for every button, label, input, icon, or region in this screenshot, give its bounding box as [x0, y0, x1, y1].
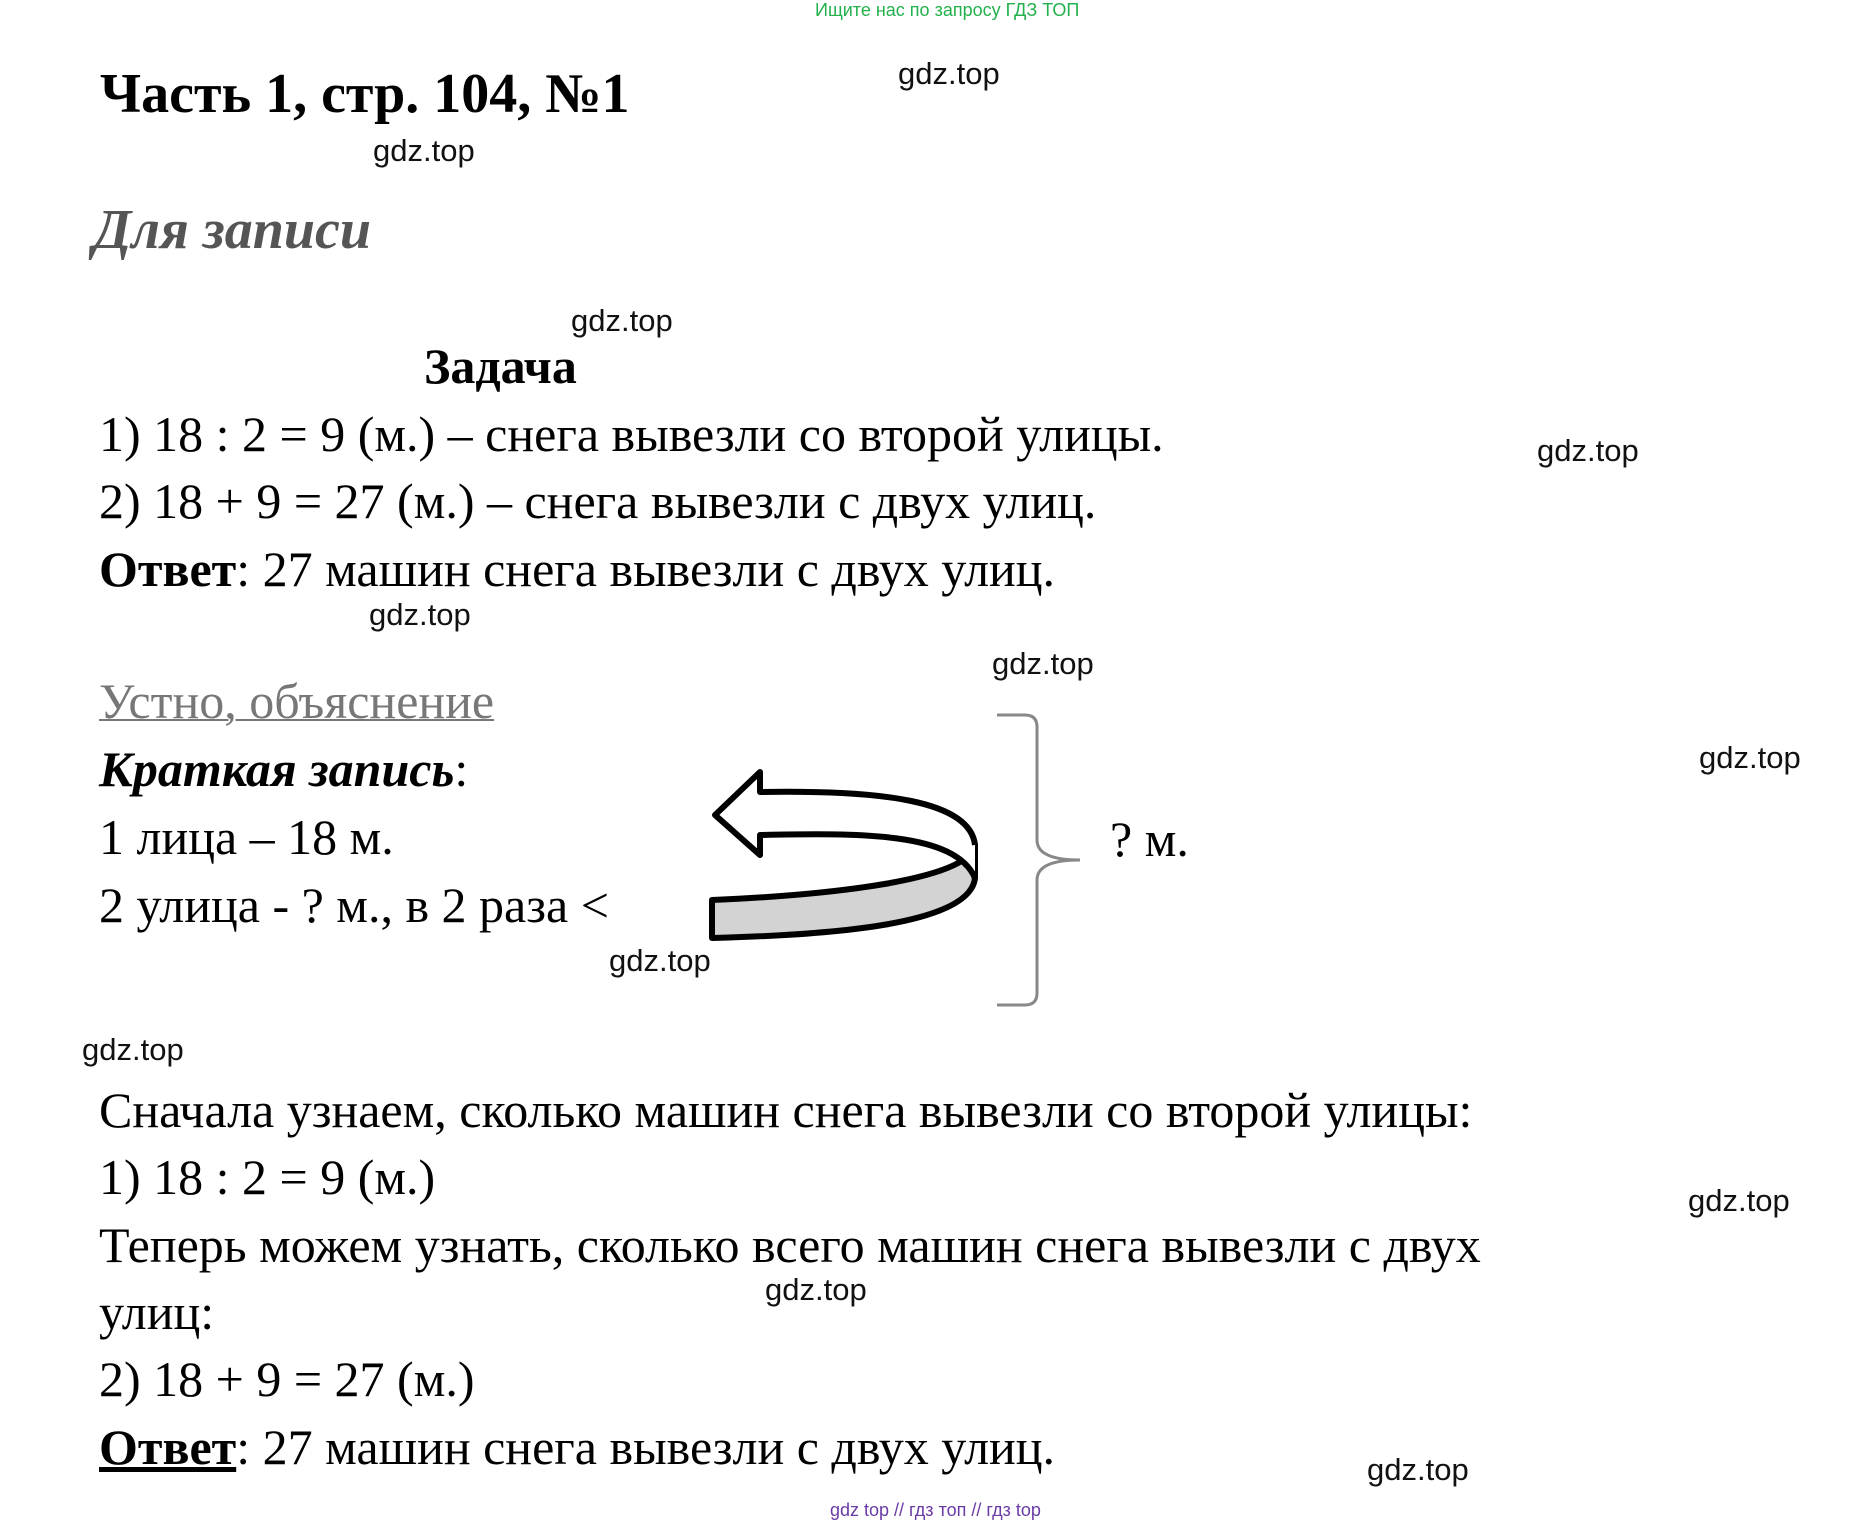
watermark: gdz.top [571, 303, 673, 338]
short-record-line-2: 2 улица - ? м., в 2 раза < [99, 877, 609, 933]
answer-text: : 27 машин снега вывезли с двух улиц. [236, 1419, 1056, 1475]
watermark: gdz.top [1688, 1183, 1790, 1218]
bottom-banner: gdz top // гдз топ // гдз top [830, 1500, 1041, 1520]
answer-label: Ответ [99, 541, 237, 597]
section-subtitle: Для записи [93, 199, 371, 261]
explanation-p2-line-2: улиц: [99, 1284, 215, 1340]
right-brace-icon [995, 710, 1085, 1010]
watermark: gdz.top [609, 943, 711, 978]
brace-label: ? м. [1110, 811, 1189, 867]
watermark: gdz.top [992, 646, 1094, 681]
explanation-step-2: 2) 18 + 9 = 27 (м.) [99, 1351, 475, 1407]
answer-label: Ответ [99, 1419, 237, 1475]
task-heading: Задача [424, 338, 577, 394]
watermark: gdz.top [82, 1032, 184, 1067]
watermark: gdz.top [1367, 1452, 1469, 1487]
watermark: gdz.top [369, 597, 471, 632]
watermark: gdz.top [1699, 740, 1801, 775]
explanation-answer [99, 1418, 1055, 1476]
explanation-step-1: 1) 18 : 2 = 9 (м.) [99, 1149, 436, 1205]
task-step-1: 1) 18 : 2 = 9 (м.) – снега вывезли со второй улицы. [99, 406, 1164, 462]
task-answer [99, 540, 1055, 598]
watermark: gdz.top [1537, 433, 1639, 468]
curved-arrow-icon [700, 760, 990, 950]
oral-heading: Устно, объяснение [99, 673, 495, 729]
answer-text: : 27 машин снега вывезли с двух улиц. [236, 541, 1056, 597]
task-step-2: 2) 18 + 9 = 27 (м.) – снега вывезли с двух улиц. [99, 473, 1097, 529]
explanation-p1: Сначала узнаем, сколько машин снега вывезли со второй улицы: [99, 1082, 1473, 1138]
watermark: gdz.top [765, 1272, 867, 1307]
short-record-label [99, 740, 468, 798]
explanation-p2-line-1: Теперь можем узнать, сколько всего машин снега вывезли с двух [99, 1217, 1481, 1273]
top-banner: Ищите нас по запросу ГДЗ ТОП [815, 0, 1080, 20]
watermark: gdz.top [373, 133, 475, 168]
short-record-colon: : [454, 741, 469, 797]
short-record-title: Краткая запись [99, 741, 455, 797]
short-record-line-1: 1 лица – 18 м. [99, 809, 394, 865]
watermark: gdz.top [898, 56, 1000, 91]
page-title: Часть 1, стр. 104, №1 [100, 63, 630, 125]
